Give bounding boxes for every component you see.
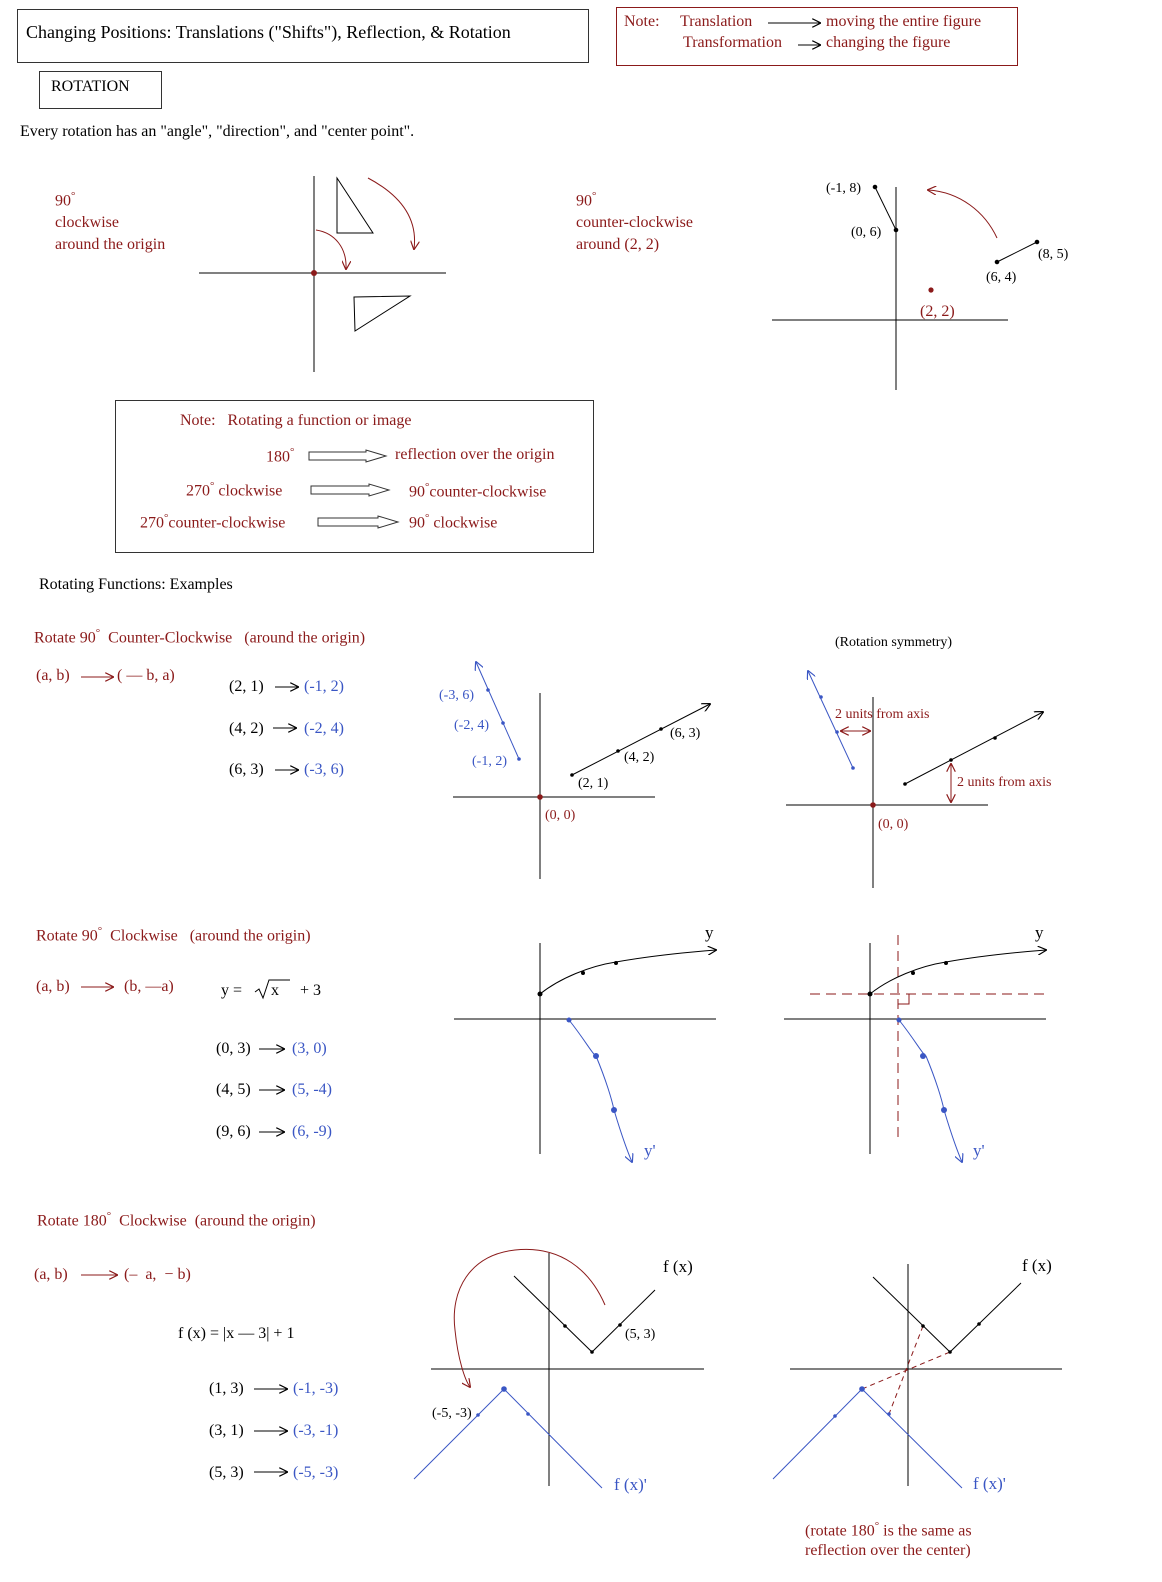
note-row3-angle: 270 <box>140 514 164 532</box>
cw90-title-a: Rotate 90 <box>36 927 98 945</box>
ccw90-title-b: Counter-Clockwise <box>108 629 233 647</box>
degree-mark: ° <box>95 627 101 639</box>
note-row2-right-angle: 90 <box>409 483 425 501</box>
degree-mark: ° <box>425 512 430 524</box>
note-transformation-def: changing the figure <box>826 34 951 51</box>
r180-pair2-to: (-3, -1) <box>293 1422 339 1439</box>
page-title: Changing Positions: Translations ("Shifts"), Reflection, & Rotation <box>26 22 511 42</box>
symmetry-label-2: 2 units from axis <box>957 775 1052 790</box>
ccw90-label-p1: (-3, 6) <box>439 688 474 703</box>
ccw90-label-p3: (-1, 2) <box>472 754 507 769</box>
note-row1-left-value: 180 <box>266 448 290 466</box>
note-translation-def: moving the entire figure <box>826 13 982 30</box>
note-row1-right: reflection over the origin <box>395 446 555 463</box>
example2-direction: counter-clockwise <box>576 214 693 232</box>
cw90-image-label: y' <box>644 1141 656 1160</box>
examples-heading: Rotating Functions: Examples <box>39 576 233 593</box>
cw90-graph <box>454 943 716 1162</box>
r180-pair1-to: (-1, -3) <box>293 1380 339 1397</box>
r180-caption-b: is the same as <box>883 1522 972 1540</box>
note-box-arrows <box>309 450 398 528</box>
ccw90-rule-right: ( — b, a) <box>117 667 175 684</box>
r180-fx-label: f (x) <box>663 1257 693 1276</box>
cw90-pair3-from: (9, 6) <box>216 1123 251 1140</box>
example1-direction: clockwise <box>55 214 119 232</box>
example1-graph <box>199 176 446 372</box>
r180-fx-label-2: f (x) <box>1022 1256 1052 1275</box>
cw90-pair3-to: (6, -9) <box>292 1123 332 1140</box>
degree-mark: ° <box>210 480 215 492</box>
r180-rule-left: (a, b) <box>34 1266 68 1283</box>
cw90-rule-left: (a, b) <box>36 978 70 995</box>
degree-mark: ° <box>290 446 295 458</box>
symmetry-label-1: 2 units from axis <box>835 707 930 722</box>
ex2-label-center: (2, 2) <box>920 303 955 320</box>
example1-angle: 90 <box>55 192 71 210</box>
ccw90-pair2-to: (-2, 4) <box>304 720 344 737</box>
cw90-title-b: Clockwise <box>110 927 178 945</box>
ex2-label-p2: (0, 6) <box>851 225 882 240</box>
note-label: Note: <box>624 13 660 30</box>
r180-pair3-to: (-5, -3) <box>293 1464 339 1481</box>
r180-pair3-from: (5, 3) <box>209 1464 244 1481</box>
cw90-image-label-2: y' <box>973 1141 985 1160</box>
r180-title-c: (around the origin) <box>194 1212 316 1230</box>
cw90-equation-rhs: + 3 <box>300 982 322 999</box>
ccw90-label-origin: (0, 0) <box>545 808 576 823</box>
note-row2-dir: clockwise <box>218 482 283 500</box>
ccw90-pair3-from: (6, 3) <box>229 761 264 778</box>
ccw90-pair1-to: (-1, 2) <box>304 678 344 695</box>
ccw90-pair3-to: (-3, 6) <box>304 761 344 778</box>
example2-graph <box>772 185 1039 390</box>
cw90-curve-label: y <box>705 923 714 942</box>
r180-equation: f (x) = |x — 3| + 1 <box>178 1325 295 1342</box>
cw90-equation-lhs: y = <box>221 982 247 999</box>
cw90-pair2-from: (4, 5) <box>216 1081 251 1098</box>
cw90-equation-radicand: x <box>271 982 279 999</box>
example2-angle: 90 <box>576 192 592 210</box>
r180-caption-a: (rotate 180 <box>805 1522 875 1540</box>
ccw90-title-c: (around the origin) <box>244 629 366 647</box>
degree-mark: ° <box>164 512 169 524</box>
cw90-pair2-to: (5, -4) <box>292 1081 332 1098</box>
r180-pair2-from: (3, 1) <box>209 1422 244 1439</box>
ccw90-pair2-from: (4, 2) <box>229 720 264 737</box>
r180-fx-image-label: f (x)' <box>614 1475 647 1494</box>
radical-sign <box>255 980 290 998</box>
ccw90-graph <box>453 662 710 879</box>
cw90-pair1-from: (0, 3) <box>216 1040 251 1057</box>
note-row3-right-angle: 90 <box>409 514 425 532</box>
degree-mark: ° <box>97 925 103 937</box>
cw90-rule-right: (b, —a) <box>124 978 174 995</box>
r180-graph <box>414 1249 704 1488</box>
r180-point-label: (5, 3) <box>625 1327 656 1342</box>
note-box-title: Note: Rotating a function or image <box>180 412 412 429</box>
ccw90-label-q2: (4, 2) <box>624 750 655 765</box>
rotation-label: ROTATION <box>51 78 130 95</box>
cw90-curve-label-2: y <box>1035 923 1044 942</box>
r180-graph-2 <box>773 1264 1062 1488</box>
symmetry-origin: (0, 0) <box>878 817 909 832</box>
note-transformation-term: Transformation <box>683 34 782 51</box>
r180-fx-image-label-2: f (x)' <box>973 1474 1006 1493</box>
degree-mark: ° <box>425 481 430 493</box>
ex2-label-p4: (6, 4) <box>986 270 1017 285</box>
r180-rule-right: (– a, − b) <box>124 1266 191 1283</box>
note-row3-dir: counter-clockwise <box>168 514 286 532</box>
degree-mark: ° <box>874 1520 880 1532</box>
r180-title-b: Clockwise <box>119 1212 187 1230</box>
cw90-title-c: (around the origin) <box>189 927 311 945</box>
cw90-graph-2 <box>784 935 1046 1162</box>
r180-title-a: Rotate 180 <box>37 1212 107 1230</box>
note-row3-right-dir: clockwise <box>433 514 498 532</box>
cw90-pair1-to: (3, 0) <box>292 1040 327 1057</box>
note-row2-right-dir: counter-clockwise <box>429 483 547 501</box>
ccw90-rule-left: (a, b) <box>36 667 70 684</box>
degree-mark: ° <box>71 190 76 202</box>
ex2-label-p1: (-1, 8) <box>826 181 861 196</box>
r180-caption-line2: reflection over the center) <box>805 1542 971 1560</box>
ccw90-label-q3: (2, 1) <box>578 776 609 791</box>
example2-center: around (2, 2) <box>576 236 660 254</box>
example1-center: around the origin <box>55 236 166 254</box>
note-translation-term: Translation <box>680 13 753 30</box>
ex2-label-p3: (8, 5) <box>1038 247 1069 262</box>
ccw90-label-q1: (6, 3) <box>670 726 701 741</box>
symmetry-title: (Rotation symmetry) <box>835 635 953 650</box>
ccw90-title-a: Rotate 90 <box>34 629 96 647</box>
ccw90-pair1-from: (2, 1) <box>229 678 264 695</box>
r180-pair1-from: (1, 3) <box>209 1380 244 1397</box>
intro-text: Every rotation has an "angle", "direction", and "center point". <box>20 123 415 140</box>
note-row2-angle: 270 <box>186 482 210 500</box>
r180-image-point-label: (-5, -3) <box>432 1406 472 1421</box>
degree-mark: ° <box>592 190 597 202</box>
degree-mark: ° <box>106 1210 112 1222</box>
ccw90-label-p2: (-2, 4) <box>454 718 489 733</box>
